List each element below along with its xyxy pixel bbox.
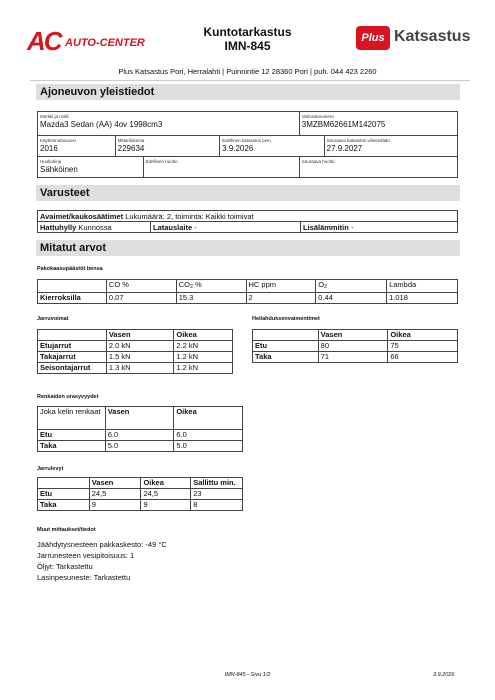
charger-label: Latauslaite xyxy=(153,223,193,232)
disc-row xyxy=(38,489,243,500)
shock-right-value: 75 xyxy=(388,341,458,352)
emissions-title: Pakokaasupäästöt bensa xyxy=(37,266,103,272)
ac-logo-mark: AC xyxy=(27,26,61,56)
shock-absorbers-title: Heilahduksenvaimentimet xyxy=(252,316,320,322)
hat-shelf-cell xyxy=(38,222,150,232)
brake-forces-title: Jarruvoimat xyxy=(37,316,69,322)
shock-left-value: 80 xyxy=(318,341,388,352)
shock-left-value: 71 xyxy=(318,352,388,363)
equipment-row-2 xyxy=(37,221,458,233)
disc-header-row xyxy=(38,478,243,489)
general-row-1 xyxy=(38,112,457,135)
emissions-co-value: 0.07 xyxy=(106,293,176,304)
first-use-label: Käyttöönottovuosi xyxy=(40,138,76,143)
next-inspection-value: 27.9.2027 xyxy=(326,144,363,153)
disc-right-value: 9 xyxy=(141,500,191,511)
brake-right-value: 1.2 kN xyxy=(174,352,233,363)
brake-header-right: Oikea xyxy=(174,330,233,341)
brake-row-label: Takajarrut xyxy=(38,352,107,363)
next-service-label: Seuraava huolto xyxy=(301,159,335,164)
keys-value: Lukumäärä: 2, toiminta: Kaikki toimivat xyxy=(125,212,254,221)
page-number: IMN-845 - Sivu 1/2 xyxy=(224,672,271,678)
footer-date: 3.9.2026 xyxy=(433,672,455,678)
disc-header-left: Vasen xyxy=(89,478,141,489)
heater-label: Lisälämmitin xyxy=(303,223,349,232)
report-title: Kuntotarkastus xyxy=(203,25,292,39)
misc-line: Lasinpesuneste: Tarkastettu xyxy=(37,573,131,582)
make-model-value: Mazda3 Sedan (AA) 4ov 1998cm3 xyxy=(40,120,163,129)
shock-row-label: Etu xyxy=(253,341,319,352)
disc-left-value: 9 xyxy=(89,500,141,511)
service-book-value: Sähköinen xyxy=(40,165,78,174)
disc-row xyxy=(38,500,243,511)
auto-center-logo-text: AUTO-CENTER xyxy=(65,37,145,49)
brake-header-row xyxy=(38,330,233,341)
make-model-cell xyxy=(38,112,299,135)
emissions-row-label: Kierroksilla xyxy=(38,293,107,304)
tread-depth-table xyxy=(37,406,243,452)
emissions-header-o2: $O_2$ xyxy=(316,280,387,293)
tread-header-tire-type: Joka kelin renkaat xyxy=(38,407,106,430)
plus-logo-badge: Plus xyxy=(356,26,390,50)
registration-number: IMN-845 xyxy=(224,39,271,53)
section-heading-general: Ajoneuvon yleistiedot xyxy=(36,84,460,100)
general-row-2 xyxy=(38,135,457,156)
first-use-cell xyxy=(38,136,115,156)
tread-row-label: Taka xyxy=(38,441,106,452)
brake-left-value: 2.0 kN xyxy=(106,341,174,352)
emissions-value-row xyxy=(38,293,458,304)
next-service-cell xyxy=(299,157,457,177)
shock-absorbers-table xyxy=(252,329,458,363)
tread-row-label: Etu xyxy=(38,430,106,441)
emissions-header-co2: $CO_2$ % xyxy=(176,280,246,293)
brake-row xyxy=(38,341,233,352)
general-row-3 xyxy=(38,156,457,177)
emissions-lambda-value: 1.018 xyxy=(387,293,458,304)
header-divider xyxy=(30,80,470,81)
brake-discs-title: Jarrulevyt xyxy=(37,466,64,472)
section-heading-equipment: Varusteet xyxy=(36,185,460,201)
odometer-label: Mittarilukema xyxy=(117,138,145,143)
make-model-label: Merkki ja malli xyxy=(40,114,69,119)
report-title-block xyxy=(170,25,325,54)
brake-row xyxy=(38,352,233,363)
emissions-hc-value: 2 xyxy=(246,293,316,304)
tread-left-value: 5.0 xyxy=(105,441,174,452)
hat-shelf-label: Hattuhylly xyxy=(40,223,77,232)
next-inspection-cell xyxy=(324,136,457,156)
shock-row xyxy=(253,341,458,352)
last-inspection-cell xyxy=(219,136,324,156)
shock-right-value: 66 xyxy=(388,352,458,363)
emissions-header-hc: HC ppm xyxy=(246,280,316,293)
odometer-cell xyxy=(115,136,220,156)
vin-value: 3MZBM62661M142075 xyxy=(301,120,386,129)
brake-left-value: 1.5 kN xyxy=(106,352,174,363)
last-service-cell xyxy=(143,157,299,177)
brake-row-label: Etujarrut xyxy=(38,341,107,352)
disc-header-right: Oikea xyxy=(141,478,191,489)
brake-discs-table xyxy=(37,477,243,511)
emissions-header-row xyxy=(38,280,458,293)
brake-row-label: Seisontajarrut xyxy=(38,363,107,374)
tread-right-value: 6.0 xyxy=(174,430,243,441)
misc-line: Jarrunesteen vesipitoisuus: 1 xyxy=(37,551,135,560)
keys-label: Avaimet/kaukosäätimet xyxy=(40,212,124,221)
brake-header-blank xyxy=(38,330,107,341)
disc-left-value: 24,5 xyxy=(89,489,141,500)
emissions-header-lambda: Lambda xyxy=(387,280,458,293)
tread-header-left: Vasen xyxy=(105,407,174,430)
station-address: Plus Katsastus Pori, Herralahti | Puinnintie 12 28360 Pori | puh. 044 423 2260 xyxy=(118,67,377,76)
heater-cell xyxy=(300,222,457,232)
disc-min-value: 8 xyxy=(191,500,243,511)
shock-header-row xyxy=(253,330,458,341)
plus-katsastus-logo xyxy=(356,26,476,52)
heater-value: - xyxy=(350,223,354,232)
disc-min-value: 23 xyxy=(191,489,243,500)
next-inspection-label: Seuraava katsastus viimeistään xyxy=(326,138,390,143)
emissions-table xyxy=(37,279,458,304)
brake-forces-table xyxy=(37,329,233,374)
katsastus-logo-text: Katsastus xyxy=(394,28,471,45)
brake-header-left: Vasen xyxy=(106,330,174,341)
disc-header-min: Sallittu min. xyxy=(191,478,243,489)
last-inspection-value: 3.9.2026 xyxy=(222,144,254,153)
misc-line: Öljyt: Tarkastettu xyxy=(37,562,93,571)
charger-value: - xyxy=(194,223,197,232)
emissions-header-co: CO % xyxy=(106,280,176,293)
tread-header-right: Oikea xyxy=(174,407,243,430)
section-heading-measurements: Mitatut arvot xyxy=(36,240,460,256)
auto-center-logo xyxy=(27,28,152,56)
brake-right-value: 2.2 kN xyxy=(174,341,233,352)
emissions-header-blank xyxy=(38,280,107,293)
shock-header-blank xyxy=(253,330,319,341)
misc-measurements-title: Muut mittaukset/tiedot xyxy=(37,527,96,533)
shock-row xyxy=(253,352,458,363)
service-book-label: Huoltokirja xyxy=(40,159,62,164)
hat-shelf-value: Kunnossa xyxy=(78,223,112,232)
vin-cell xyxy=(299,112,457,135)
tread-right-value: 5.0 xyxy=(174,441,243,452)
last-service-label: Edellinen huolto xyxy=(145,159,178,164)
last-inspection-label: Edellinen katsastus pvm. xyxy=(222,138,272,143)
brake-right-value: 1.2 kN xyxy=(174,363,233,374)
misc-line: Jäähdytysnesteen pakkaskesto: -49 °C xyxy=(37,540,167,549)
odometer-value: 229634 xyxy=(117,144,145,153)
disc-row-label: Taka xyxy=(38,500,90,511)
tread-left-value: 6.0 xyxy=(105,430,174,441)
general-info-grid xyxy=(37,111,458,178)
emissions-o2-value: 0.44 xyxy=(316,293,387,304)
tread-depth-title: Renkaiden urasyvyydet xyxy=(37,394,99,400)
tread-header-row xyxy=(38,407,243,430)
shock-header-right: Oikea xyxy=(388,330,458,341)
disc-right-value: 24,5 xyxy=(141,489,191,500)
charger-cell xyxy=(150,222,300,232)
tread-row xyxy=(38,441,243,452)
shock-header-left: Vasen xyxy=(318,330,388,341)
disc-row-label: Etu xyxy=(38,489,90,500)
vin-label: Valmistenumero xyxy=(301,114,334,119)
brake-left-value: 1.3 kN xyxy=(106,363,174,374)
misc-measurements-list xyxy=(37,539,167,583)
disc-header-blank xyxy=(38,478,90,489)
emissions-co2-value: 15.3 xyxy=(176,293,246,304)
first-use-value: 2016 xyxy=(40,144,58,153)
service-book-cell xyxy=(38,157,143,177)
brake-row xyxy=(38,363,233,374)
shock-row-label: Taka xyxy=(253,352,319,363)
tread-row xyxy=(38,430,243,441)
